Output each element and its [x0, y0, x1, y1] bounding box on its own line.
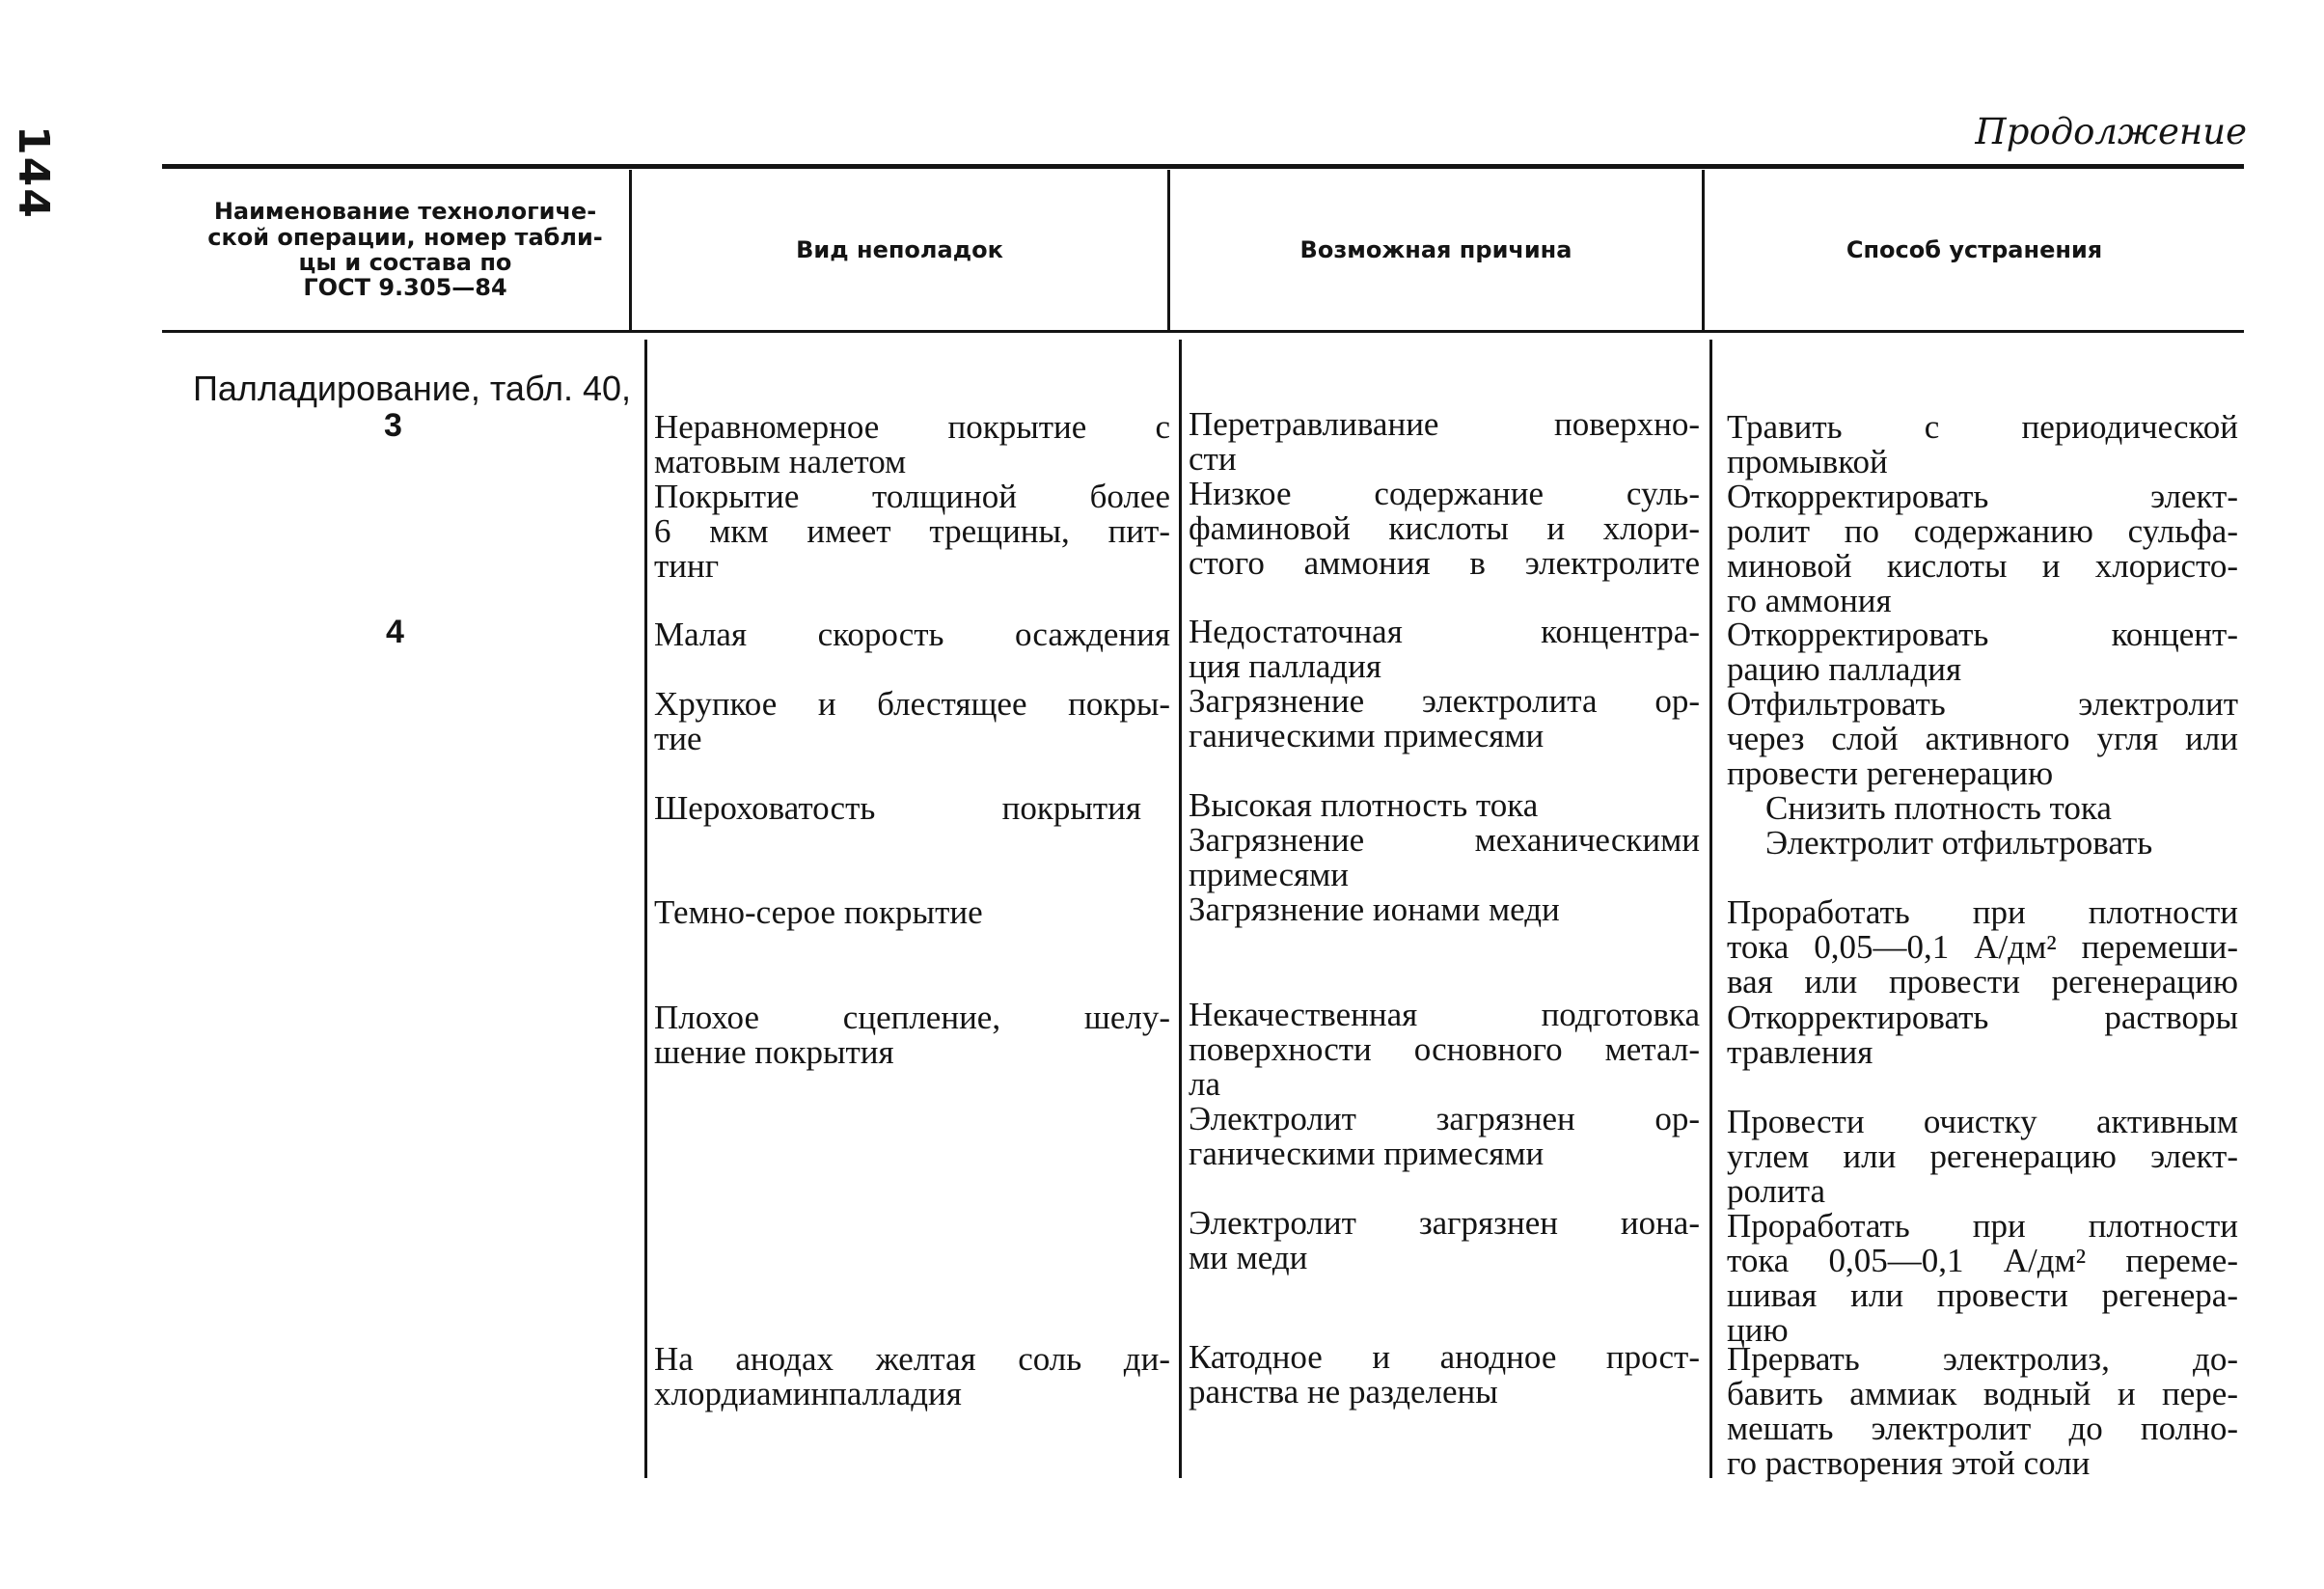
cause-item: Высокая плотность тока [1189, 786, 1539, 824]
header-line: цы и состава по [298, 249, 512, 276]
header-remedy: Способ устранения [1846, 235, 2103, 263]
defect-item: Шероховатость покрытия [654, 789, 1141, 827]
cause-item: Низкое содержание суль- фаминовой кислоты и хлори- стого аммония в электролите [1189, 475, 1700, 582]
remedy-item: Травить с периодической промывкой [1727, 408, 2238, 480]
continuation-label: Продолжение [1975, 111, 2247, 152]
defect-item: Неравномерное покрытие с матовым налетом [654, 408, 1170, 480]
remedy-item: Проработать при плотности тока 0,05—0,1 А/дм² перемеши- вая или провести регенерацию [1727, 893, 2238, 1000]
header-line: Наименование технологиче- [213, 198, 597, 226]
column-divider [644, 340, 647, 1478]
cause-item: Электролит загрязнен ор- ганическими примесями [1189, 1100, 1700, 1172]
remedy-item: Откорректировать элект- ролит по содержанию сульфа- миновой кислоты и хлористо- го аммония [1727, 478, 2238, 619]
defect-item: Плохое сцепление, шелу- шение покрытия [654, 999, 1170, 1071]
column-divider [1179, 340, 1182, 1478]
composition-number: 3 [384, 407, 402, 444]
table-header-rule [162, 330, 2244, 333]
remedy-item: Электролит отфильтровать [1765, 824, 2153, 862]
remedy-item: Отфильтровать электролит через слой активного угля или провести регенерацию [1727, 685, 2238, 792]
header-defect: Вид неполадок [796, 235, 1003, 263]
cause-item: Перетравливание поверхно- сти [1189, 405, 1700, 478]
header-line: ГОСТ 9.305—84 [303, 274, 507, 302]
remedy-item: Откорректировать растворы травления [1727, 999, 2238, 1071]
header-line: ской операции, номер табли- [207, 223, 603, 251]
column-divider [1709, 340, 1712, 1478]
defect-item: Хрупкое и блестящее покры- тие [654, 685, 1170, 757]
defect-item: Покрытие толщиной более 6 мкм имеет трещины, пит- тинг [654, 478, 1170, 585]
table-top-rule [162, 164, 2244, 169]
cause-item: Загрязнение ионами меди [1189, 890, 1560, 928]
cause-item: Некачественная подготовка поверхности основного метал- ла [1189, 996, 1700, 1103]
cause-item: Катодное и анодное прост- ранства не разделены [1189, 1338, 1700, 1411]
header-cause: Возможная причина [1299, 235, 1572, 263]
cause-item: Недостаточная концентра- ция палладия [1189, 613, 1700, 685]
remedy-item: Провести очистку активным углем или регенерацию элект- ролита [1727, 1103, 2238, 1210]
cause-item: Загрязнение механическими примесями [1189, 821, 1700, 893]
remedy-item: Откорректировать концент- рацию палладия [1727, 616, 2238, 688]
operation-name: Палладирование, табл. 40, [193, 369, 632, 408]
remedy-item: Проработать при плотности тока 0,05—0,1 А/дм² переме- шивая или провести регенера- цию [1727, 1207, 2238, 1349]
remedy-item: Снизить плотность тока [1765, 789, 2112, 827]
remedy-item: Прервать электролиз, до- бавить аммиак водный и пере- мешать электролит до полно- го растворения этой соли [1727, 1340, 2238, 1482]
cause-item: Электролит загрязнен иона- ми меди [1189, 1204, 1700, 1276]
defect-item: Малая скорость осаждения [654, 616, 1170, 653]
defect-item: На анодах желтая соль ди- хлордиаминпалладия [654, 1340, 1170, 1412]
composition-number: 4 [386, 614, 404, 650]
header-operation [183, 170, 627, 330]
defect-item: Темно-серое покрытие [654, 893, 983, 931]
cause-item: Загрязнение электролита ор- ганическими примесями [1189, 682, 1700, 754]
page-number: 144 [9, 125, 58, 220]
